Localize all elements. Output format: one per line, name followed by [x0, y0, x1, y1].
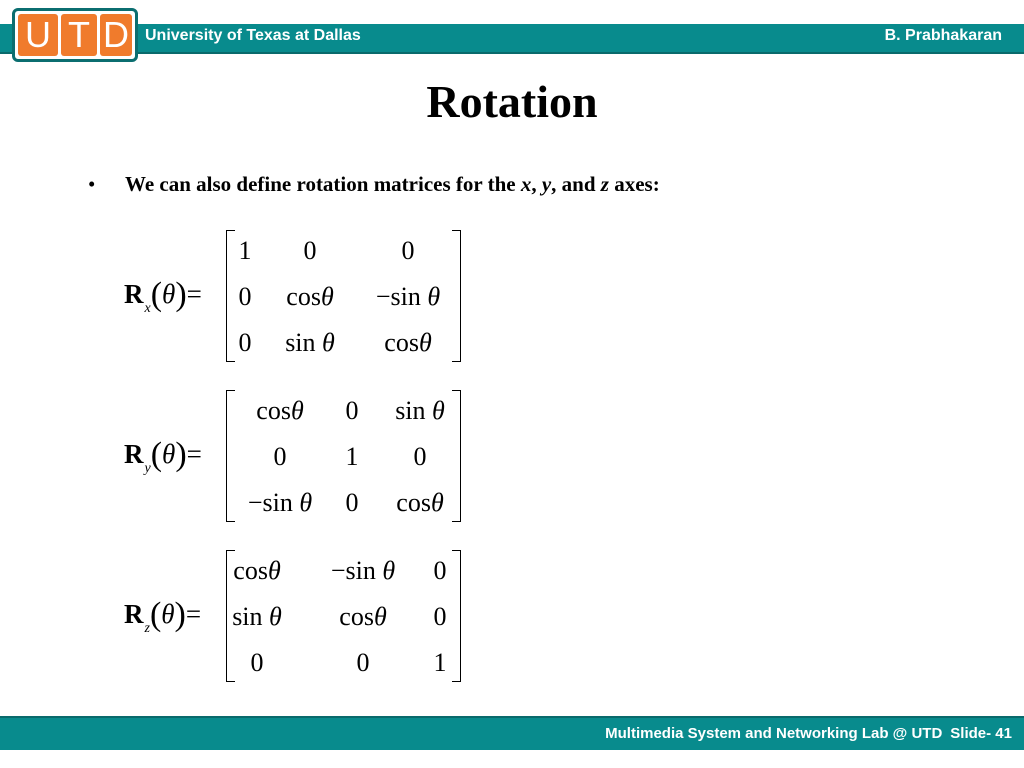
logo-letter-u: U: [18, 14, 58, 56]
close-paren: ): [175, 436, 187, 473]
matrix-cell: sin θ: [395, 396, 445, 425]
matrix-argument: θ: [162, 439, 176, 469]
matrix-symbol: R: [124, 279, 144, 309]
slide-title: Rotation: [426, 76, 598, 127]
footer-lab-name: Multimedia System and Networking Lab @ UTD: [605, 725, 943, 742]
right-bracket: [452, 230, 461, 362]
matrix-cell: cosθ: [286, 282, 334, 311]
bullet-sep-2: , and: [551, 172, 601, 196]
university-name: University of Texas at Dallas: [145, 27, 361, 44]
slide-number: Slide- 41: [950, 725, 1012, 742]
equals-sign: =: [185, 599, 202, 629]
bullet-var-z: z: [600, 172, 609, 196]
equals-sign: =: [186, 279, 202, 309]
matrix-cell: −sin θ: [247, 488, 313, 517]
left-bracket: [226, 230, 235, 362]
left-bracket: [226, 390, 235, 522]
footer-text: [605, 725, 1012, 742]
matrix-cell: 1: [238, 236, 252, 265]
matrix-cell: cosθ: [256, 396, 304, 425]
close-paren: ): [174, 596, 186, 633]
matrix-cell: 0: [345, 488, 359, 517]
open-paren: (: [149, 596, 162, 633]
bullet-sep-1: ,: [531, 172, 542, 196]
matrix-argument: θ: [162, 279, 176, 309]
open-paren: (: [150, 436, 163, 473]
logo-letter-t: T: [61, 14, 97, 56]
author-name: B. Prabhakaran: [884, 27, 1002, 44]
matrix-cell: cosθ: [384, 328, 432, 357]
matrix-cell: 0: [401, 236, 415, 265]
matrix-symbol: R: [124, 439, 144, 469]
open-paren: (: [150, 276, 163, 313]
matrix-label-y: [124, 436, 202, 477]
matrix-subscript: x: [144, 301, 151, 316]
matrix-label-x: [124, 276, 202, 317]
matrix-cell: sin θ: [285, 328, 335, 357]
matrix-cell: cosθ: [396, 488, 444, 517]
bullet-text-start: We can also define rotation matrices for the: [125, 172, 521, 196]
header-divider: [0, 52, 1024, 54]
right-bracket: [452, 550, 461, 682]
matrix-cell: 1: [433, 648, 447, 677]
matrix-symbol: R: [124, 599, 144, 629]
logo-letter-d: D: [100, 14, 132, 56]
matrix-subscript: y: [144, 461, 151, 476]
matrix-cell: 0: [238, 328, 252, 357]
equals-sign: =: [186, 439, 202, 469]
matrix-cell: −sin θ: [375, 282, 441, 311]
matrix-cell: 0: [433, 556, 447, 585]
matrix-label-z: [124, 596, 201, 637]
close-paren: ): [175, 276, 187, 313]
bullet-text-end: axes:: [608, 172, 660, 196]
right-bracket: [452, 390, 461, 522]
matrix-cell: 0: [345, 396, 359, 425]
matrix-cell: −sin θ: [330, 556, 396, 585]
matrix-cell: 0: [273, 442, 287, 471]
matrix-cell: 0: [303, 236, 317, 265]
matrix-cell: sin θ: [232, 602, 282, 631]
bullet-item: [88, 172, 660, 197]
matrix-cell: 0: [356, 648, 370, 677]
matrix-cell: cosθ: [233, 556, 281, 585]
bullet-marker: •: [88, 172, 96, 196]
matrix-cell: 0: [433, 602, 447, 631]
matrix-cell: 1: [345, 442, 359, 471]
bullet-var-y: y: [541, 172, 552, 196]
matrix-cell: 0: [413, 442, 427, 471]
matrix-argument: θ: [161, 599, 175, 629]
bullet-var-x: x: [520, 172, 532, 196]
matrix-cell: 0: [250, 648, 264, 677]
utd-logo: [12, 8, 138, 62]
matrix-subscript: z: [144, 621, 150, 636]
matrix-cell: 0: [238, 282, 252, 311]
matrix-cell: cosθ: [339, 602, 387, 631]
